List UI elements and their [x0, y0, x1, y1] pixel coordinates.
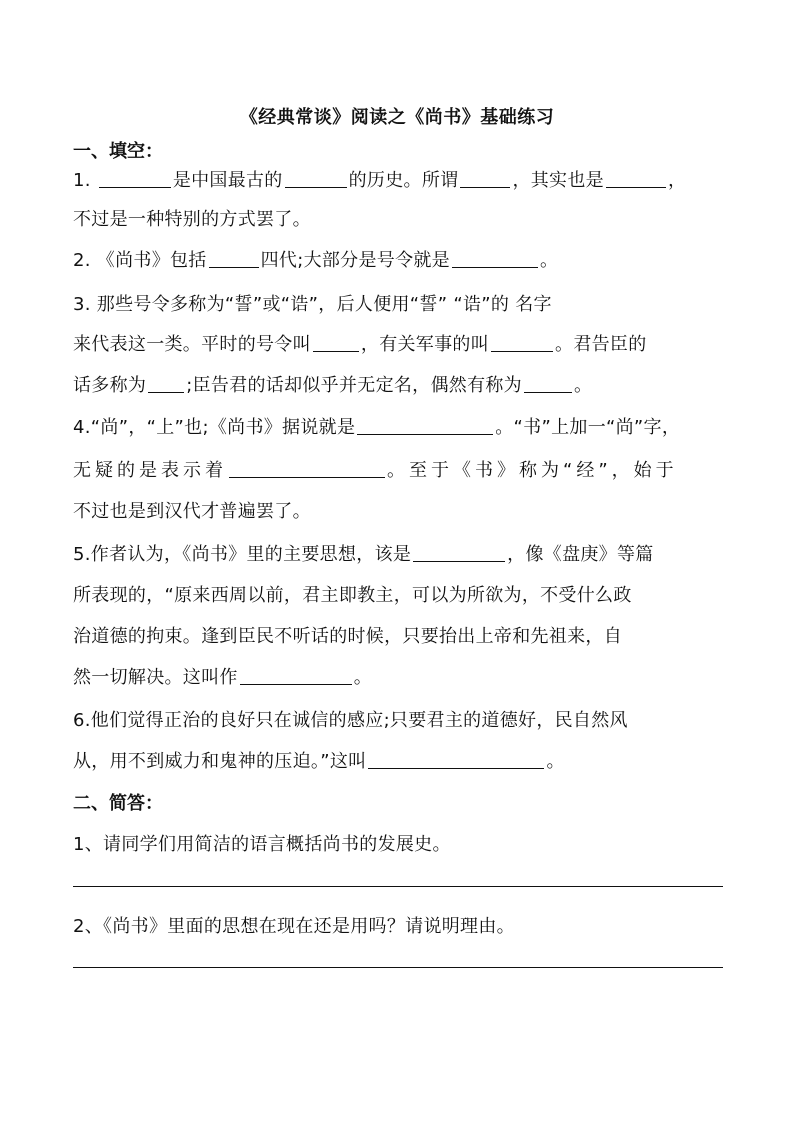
q1-blank-2[interactable] — [285, 169, 347, 188]
q2-blank-2[interactable] — [452, 249, 538, 268]
short-answer-question-1: 1、请同学们用简洁的语言概括尚书的发展史。 — [73, 834, 451, 855]
q3-blank-2[interactable] — [491, 333, 553, 352]
question-3-line-2 — [73, 330, 728, 356]
q4-text-2: 。“书”上加一“尚”字， — [495, 417, 681, 438]
q3-blank-4[interactable] — [524, 374, 572, 393]
q2-text-2: 四代;大部分是号令就是 — [260, 250, 450, 271]
q5-text-2: ，像《盘庚》等篇 — [507, 544, 654, 565]
question-4-line-2 — [73, 456, 728, 482]
q2-blank-1[interactable] — [209, 249, 259, 268]
q5-text-1: 5.作者认为，《尚书》里的主要思想，该是 — [73, 544, 412, 565]
q3-blank-1[interactable] — [313, 333, 359, 352]
q4-blank-2[interactable] — [229, 459, 385, 478]
question-4-line-3: 不过也是到汉代才普遍罢了。 — [73, 501, 311, 522]
q3-text-6: 。 — [573, 375, 593, 396]
question-5-line-2: 所表现的，“原来西周以前，君主即教主，可以为所欲为，不受什么政 — [73, 585, 632, 606]
question-5-line-4 — [73, 663, 728, 689]
section-2-heading: 二、简答： — [73, 793, 163, 814]
section-1-heading: 一、填空： — [73, 141, 163, 162]
q2-text-3: 。 — [539, 250, 559, 271]
q5-blank-1[interactable] — [413, 543, 505, 562]
q3-blank-3[interactable] — [148, 374, 184, 393]
q4-blank-1[interactable] — [357, 416, 493, 435]
q4-text-3: 无疑的是表示着 — [73, 460, 227, 481]
short-answer-question-2: 2、《尚书》里面的思想在现在还是用吗？请说明理由。 — [73, 916, 515, 937]
q4-text-1: 4.“尚”，“上”也;《尚书》据说就是 — [73, 417, 356, 438]
q1-text-1: 是中国最古的 — [172, 170, 283, 191]
q5-text-4: 。 — [353, 667, 373, 688]
q1-text-4: ， — [667, 170, 687, 191]
q6-blank-1[interactable] — [368, 750, 544, 769]
page-title: 《经典常谈》阅读之《尚书》基础练习 — [239, 107, 555, 128]
q4-text-4: 。至于《书》称为“经”，始于 — [387, 460, 678, 481]
q6-text-1: 从，用不到威力和鬼神的压迫。”这叫 — [73, 751, 367, 772]
question-2-line-1 — [73, 246, 728, 272]
q3-text-5: ;臣告君的话却似乎并无定名，偶然有称为 — [186, 375, 522, 396]
question-1-line-1 — [73, 166, 728, 192]
q1-blank-3[interactable] — [460, 169, 510, 188]
question-1-line-2: 不过是一种特别的方式罢了。 — [73, 209, 311, 230]
question-5-line-1 — [73, 540, 728, 566]
q6-text-2: 。 — [546, 751, 565, 772]
q1-text-2: 的历史。所谓 — [348, 170, 459, 191]
q1-number: 1. — [73, 170, 91, 191]
question-6-line-1: 6.他们觉得正治的良好只在诚信的感应;只要君主的道德好，民自然风 — [73, 710, 628, 731]
question-6-line-2 — [73, 747, 728, 773]
q3-text-2: ，有关军事的叫 — [360, 334, 490, 355]
q3-text-1: 来代表这一类。平时的号令叫 — [73, 334, 311, 355]
answer-line-1[interactable] — [73, 886, 723, 887]
question-5-line-3: 治道德的拘束。逢到臣民不听话的时候，只要抬出上帝和先祖来，自 — [73, 626, 622, 647]
q5-blank-2[interactable] — [240, 666, 352, 685]
q1-blank-1[interactable] — [99, 169, 171, 188]
question-3-line-3 — [73, 371, 728, 397]
q1-blank-4[interactable] — [606, 169, 666, 188]
question-4-line-1 — [73, 413, 728, 439]
q5-text-3: 然一切解决。这叫作 — [73, 667, 238, 688]
q3-text-4: 话多称为 — [73, 375, 147, 396]
q1-text-3: ，其实也是 — [512, 170, 604, 191]
question-3-line-1: 3. 那些号令多称为“誓”或“诰”，后人便用“誓” “诰”的 名字 — [73, 294, 552, 315]
answer-line-2[interactable] — [73, 967, 723, 968]
q3-text-3: 。君告臣的 — [555, 334, 647, 355]
q2-text-1: 2. 《尚书》包括 — [73, 250, 207, 271]
